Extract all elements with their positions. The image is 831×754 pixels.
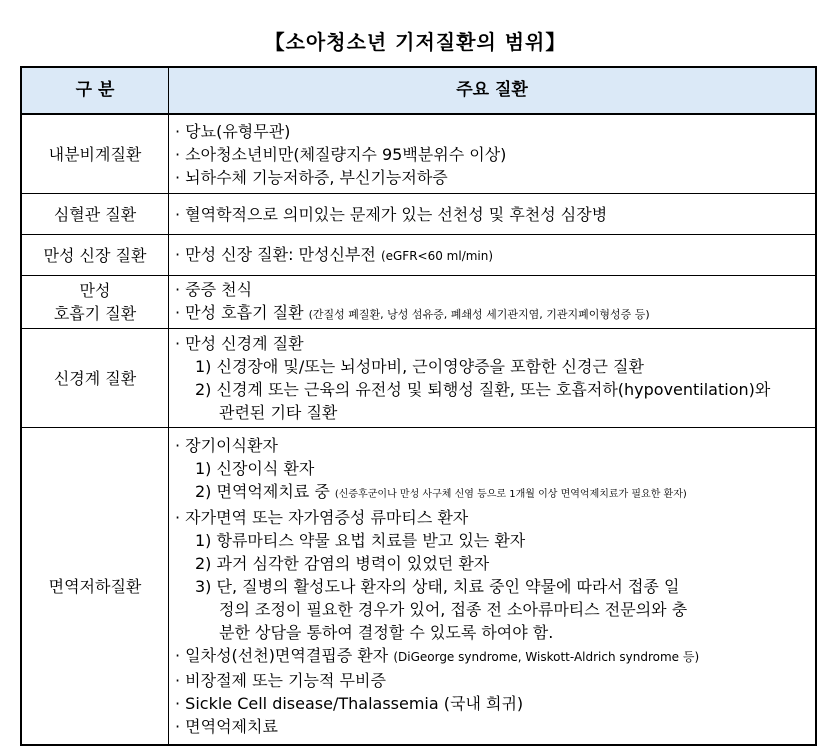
disease-line: · 당뇨(유형무관) [175, 121, 291, 141]
table-row [21, 194, 816, 235]
disease-text: 2) 면역억제치료 중 [195, 482, 335, 501]
disease-line: · 장기이식환자 [175, 436, 278, 455]
disease-cell [169, 428, 817, 746]
category-cell: 내분비계질환 [21, 114, 169, 194]
disease-line: · Sickle Cell disease/Thalassemia (국내 희귀) [175, 694, 524, 713]
table-row [21, 276, 816, 329]
table-row [21, 235, 816, 276]
disease-cell [169, 329, 817, 428]
disease-line: · 혈역학적으로 의미있는 문제가 있는 선천성 및 후천성 심장병 [175, 204, 608, 224]
table-row [21, 114, 816, 194]
disease-note: (DiGeorge syndrome, Wiskott-Aldrich syndrome 등) [393, 650, 700, 664]
category-cell: 면역저하질환 [21, 428, 169, 746]
disease-table [20, 66, 817, 746]
table-row [21, 329, 816, 428]
disease-subline [175, 480, 809, 506]
category-line: 호흡기 질환 [53, 304, 137, 323]
disease-subline: 정의 조정이 필요한 경우가 있어, 접종 전 소아류마티스 전문의와 충 [219, 600, 688, 619]
disease-line [175, 243, 809, 268]
disease-note: (간질성 폐질환, 낭성 섬유증, 폐쇄성 세기관지염, 기관지폐이형성증 등) [308, 308, 650, 321]
disease-subline: 1) 신경장애 및/또는 뇌성마비, 근이영양증을 포함한 신경근 질환 [195, 357, 644, 376]
disease-subline: 2) 신경계 또는 근육의 유전성 및 퇴행성 질환, 또는 호흡저하(hypoventilation)와 [195, 380, 771, 399]
category-cell [21, 276, 169, 329]
disease-note: (eGFR<60 ml/min) [380, 248, 494, 263]
disease-line [175, 301, 809, 326]
disease-subline: 3) 단, 질병의 활성도나 환자의 상태, 치료 중인 약물에 따라서 접종 일 [195, 577, 680, 596]
disease-subline: 1) 신장이식 환자 [195, 459, 315, 478]
disease-line: · 만성 신경계 질환 [175, 334, 304, 353]
category-cell: 만성 신장 질환 [21, 235, 169, 276]
disease-line: · 자가면역 또는 자가염증성 류마티스 환자 [175, 508, 469, 527]
header-category: 구 분 [21, 67, 169, 114]
table-header-row [21, 67, 816, 114]
disease-text: · 만성 신장 질환: 만성신부전 [175, 244, 381, 264]
disease-subline: 관련된 기타 질환 [219, 403, 338, 422]
disease-subline: 1) 항류마티스 약물 요법 치료를 받고 있는 환자 [195, 531, 526, 550]
disease-line: · 소아청소년비만(체질량지수 95백분위수 이상) [175, 144, 507, 164]
disease-line: · 비장절제 또는 기능적 무비증 [175, 671, 386, 690]
disease-subline: 분한 상담을 통하여 결정할 수 있도록 하여야 함. [219, 623, 554, 642]
disease-subline: 2) 과거 심각한 감염의 병력이 있었던 환자 [195, 554, 490, 573]
disease-line: · 중증 천식 [175, 280, 253, 299]
disease-cell [169, 114, 817, 194]
disease-cell [169, 235, 817, 276]
table-row [21, 428, 816, 746]
disease-cell [169, 276, 817, 329]
disease-note: (신증후군이나 만성 사구체 신염 등으로 1개월 이상 면역억제치료가 필요한 환자) [334, 489, 687, 500]
header-diseases: 주요 질환 [169, 67, 817, 114]
disease-text: · 일차성(선천)면역결핍증 환자 [175, 646, 394, 665]
page-title: 【소아청소년 기저질환의 범위】 [264, 30, 567, 54]
category-cell: 신경계 질환 [21, 329, 169, 428]
disease-text: · 만성 호흡기 질환 [175, 303, 309, 322]
disease-line [175, 644, 809, 669]
disease-line: · 뇌하수체 기능저하증, 부신기능저하증 [175, 167, 448, 187]
disease-cell [169, 194, 817, 235]
category-line: 만성 [79, 281, 111, 300]
disease-line: · 면역억제치료 [175, 717, 278, 736]
category-cell: 심혈관 질환 [21, 194, 169, 235]
